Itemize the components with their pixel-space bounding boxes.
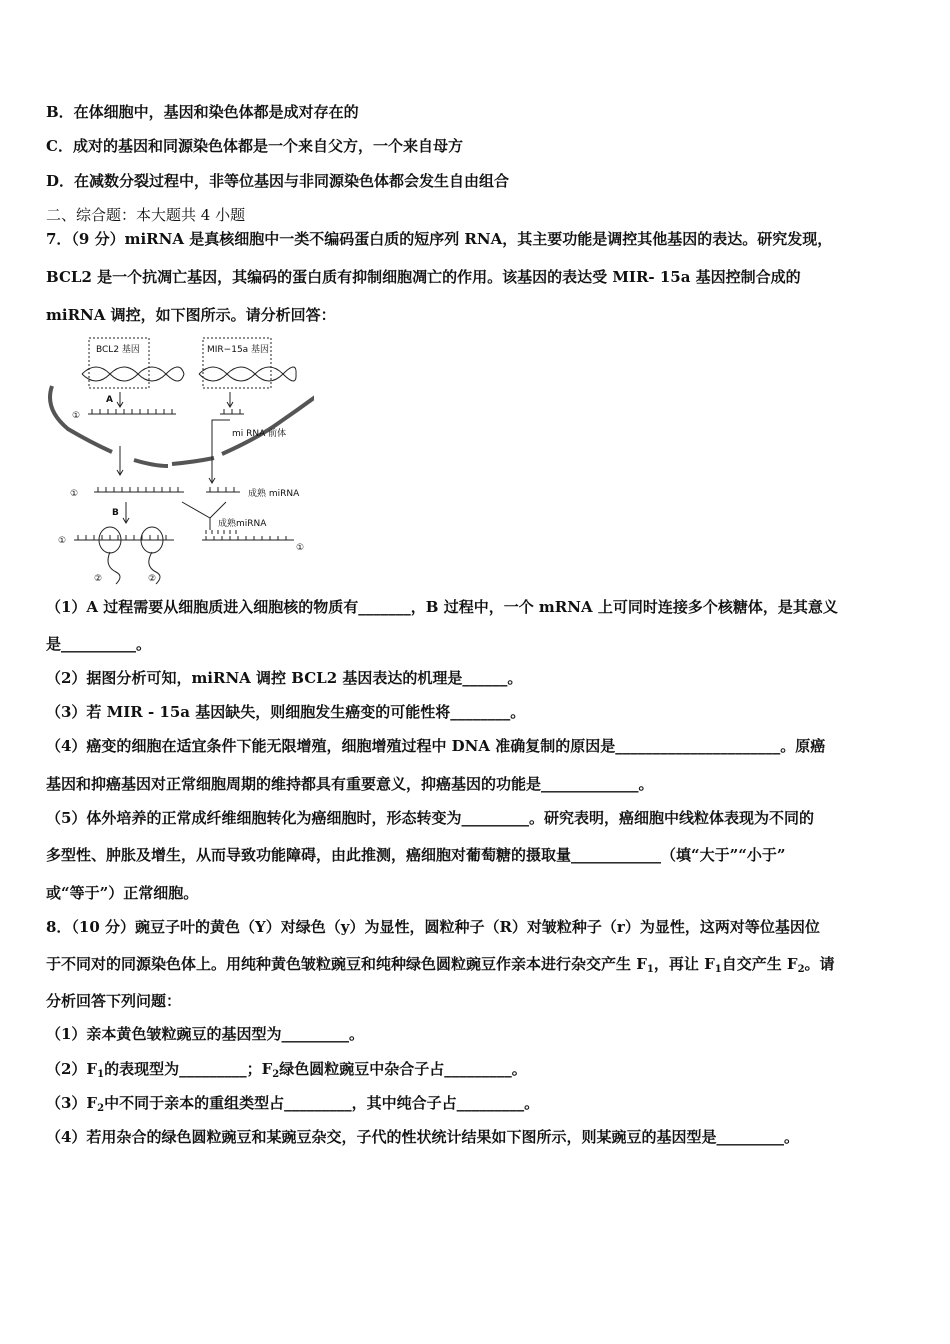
q7-stem-line1: 7．（9 分）miRNA 是真核细胞中一类不编码蛋白质的短序列 RNA，其主要功能是调控其他基因的表达。研究发现， bbox=[46, 230, 833, 248]
mature-label-1: 成熟 miRNA bbox=[248, 489, 300, 499]
q7-part5-line2: 多型性、肿胀及增生，从而导致功能障碍，由此推测，癌细胞对葡萄糖的摄取量____________（填“大于”“小于” bbox=[46, 846, 786, 864]
q7-part4-line1: （4）癌变的细胞在适宜条件下能无限增殖，细胞增殖过程中 DNA 准确复制的原因是______________________。原癌 bbox=[46, 737, 826, 755]
circle-1-d: ① bbox=[296, 543, 305, 553]
q8-part2: $(2)F_1$的表现型为_________；$F_2$绿色圆粒豌豆中杂合子占_________。 bbox=[46, 1060, 527, 1080]
arrow-a-label: A bbox=[106, 395, 113, 405]
q8-stem-line1: 8．（10 分）豌豆子叶的黄色（Y）对绿色（y）为显性，圆粒种子（R）对皱粒种子（r）为显性，这两对等位基因位 bbox=[46, 918, 820, 936]
q8-part4: （4）若用杂合的绿色圆粒豌豆和某豌豆杂交，子代的性状统计结果如下图所示，则某豌豆的基因型是_________。 bbox=[46, 1128, 799, 1146]
q7-part1-line2: 是__________。 bbox=[46, 635, 152, 653]
q7-part2: （2）据图分析可知，miRNA 调控 BCL2 基因表达的机理是______。 bbox=[46, 669, 523, 687]
option-d: D．在减数分裂过程中，非等位基因与非同源染色体都会发生自由组合 bbox=[46, 172, 510, 190]
circle-1-b: ① bbox=[70, 489, 79, 499]
q8-part1: （1）亲本黄色皱粒豌豆的基因型为_________。 bbox=[46, 1025, 364, 1043]
q8-stem-line2: 于不同对的同源染色体上。用纯种黄色皱粒豌豆和纯种绿色圆粒豌豆作亲本进行杂交产生 $F_1$，再让 $F_1$自交产生 $F_2$。请 bbox=[46, 955, 835, 975]
q7-part3: （3）若 MIR - 15a 基因缺失，则细胞发生癌变的可能性将________。 bbox=[46, 703, 526, 721]
circle-1-c: ① bbox=[58, 536, 67, 546]
mir-gene-label: MIR−15a 基因 bbox=[207, 345, 270, 355]
q7-stem-line2: BCL2 是一个抗凋亡基因，其编码的蛋白质有抑制细胞凋亡的作用。该基因的表达受 MIR- 15a 基因控制合成的 bbox=[46, 268, 801, 286]
nuclear-membrane-left bbox=[50, 386, 112, 452]
q7-stem-line3: miRNA 调控，如下图所示。请分析回答： bbox=[46, 306, 336, 324]
q8-stem-line3: 分析回答下列问题： bbox=[46, 992, 182, 1010]
mirna-regulation-diagram bbox=[44, 334, 314, 588]
mature-label-2: 成熟miRNA bbox=[218, 519, 267, 529]
bcl2-helix bbox=[82, 367, 184, 381]
precursor-label: mi RNA 前体 bbox=[232, 429, 287, 439]
section-heading: 二、综合题：本大题共 4 小题 bbox=[46, 206, 246, 224]
arrow-b-label: B bbox=[112, 508, 119, 518]
q7-part4-line2: 基因和抑癌基因对正常细胞周期的维持都具有重要意义，抑癌基因的功能是_____________。 bbox=[46, 775, 654, 793]
option-b: B．在体细胞中，基因和染色体都是成对存在的 bbox=[46, 103, 359, 121]
option-c: C．成对的基因和同源染色体都是一个来自父方，一个来自母方 bbox=[46, 137, 463, 155]
q7-part5-line1: （5）体外培养的正常成纤维细胞转化为癌细胞时，形态转变为_________。研究表明，癌细胞中线粒体表现为不同的 bbox=[46, 809, 814, 827]
mir-helix bbox=[199, 367, 296, 381]
q8-part3: $(3)F_2$中不同于亲本的重组类型占_________，其中纯合子占_________。 bbox=[46, 1094, 540, 1114]
nuclear-membrane-right bbox=[222, 386, 314, 454]
q7-part5-line3: 或“等于”）正常细胞。 bbox=[46, 884, 199, 902]
circle-2-a: ② bbox=[94, 574, 103, 584]
q7-part1-line1: （1）A 过程需要从细胞质进入细胞核的物质有_______，B 过程中，一个 mRNA 上可同时连接多个核糖体，是其意义 bbox=[46, 598, 838, 616]
circle-2-b: ② bbox=[148, 574, 157, 584]
bcl2-gene-label: BCL2 基因 bbox=[96, 345, 140, 355]
circle-1-a: ① bbox=[72, 411, 81, 421]
